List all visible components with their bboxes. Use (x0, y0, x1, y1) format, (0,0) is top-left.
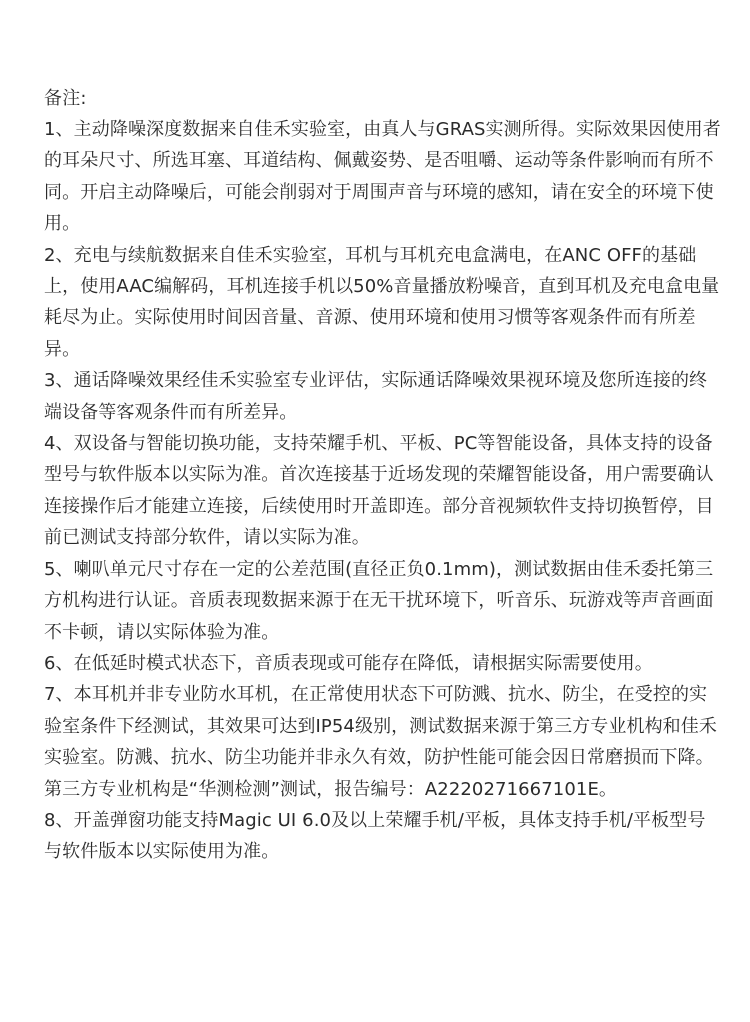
note-item-5: 5、喇叭单元尺寸存在一定的公差范围(直径正负0.1mm)，测试数据由佳禾委托第三方机构进行认证。音质表现数据来源于在无干扰环境下，听音乐、玩游戏等声音画面不卡顿，请以实际体验为准。 (44, 558, 714, 643)
note-item-6: 6、在低延时模式状态下，音质表现或可能存在降低，请根据实际需要使用。 (44, 652, 653, 674)
note-item-7: 7、本耳机并非专业防水耳机，在正常使用状态下可防溅、抗水、防尘，在受控的实验室条件下经测试，其效果可达到IP54级别，测试数据来源于第三方专业机构和佳禾实验室。防溅、抗水、防尘功能并非永久有效，防护性能可能会因日常磨损而下降。第三方专业机构是“华测检测”测试，报告编号：A2220271667101E。 (44, 684, 717, 800)
note-item-8: 8、开盖弹窗功能支持Magic UI 6.0及以上荣耀手机/平板，具体支持手机/平板型号与软件版本以实际使用为准。 (44, 809, 706, 863)
note-item-3: 3、通话降噪效果经佳禾实验室专业评估，实际通话降噪效果视环境及您所连接的终端设备等客观条件而有所差异。 (44, 370, 708, 423)
note-item-2: 2、充电与续航数据来自佳禾实验室，耳机与耳机充电盒满电，在ANC OFF的基础上，使用AAC编解码，耳机连接手机以50%音量播放粉噪音，直到耳机及充电盒电量耗尽为止。实际使用时间因音量、音源、使用环境和使用习惯等客观条件而有所差异。 (44, 244, 720, 360)
note-item-4: 4、双设备与智能切换功能，支持荣耀手机、平板、PC等智能设备，具体支持的设备型号与软件版本以实际为准。首次连接基于近场发现的荣耀智能设备，用户需要确认连接操作后才能建立连接，后续使用时开盖即连。部分音视频软件支持切换暂停，目前已测试支持部分软件，请以实际为准。 (44, 433, 714, 549)
notes-heading: 备注: (44, 88, 87, 109)
note-item-1: 1、主动降噪深度数据来自佳禾实验室，由真人与GRAS实测所得。实际效果因使用者的耳朵尺寸、所选耳塞、耳道结构、佩戴姿势、是否咀嚼、运动等条件影响而有所不同。开启主动降噪后，可能会削弱对于周围声音与环境的感知，请在安全的环境下使用。 (44, 119, 721, 235)
